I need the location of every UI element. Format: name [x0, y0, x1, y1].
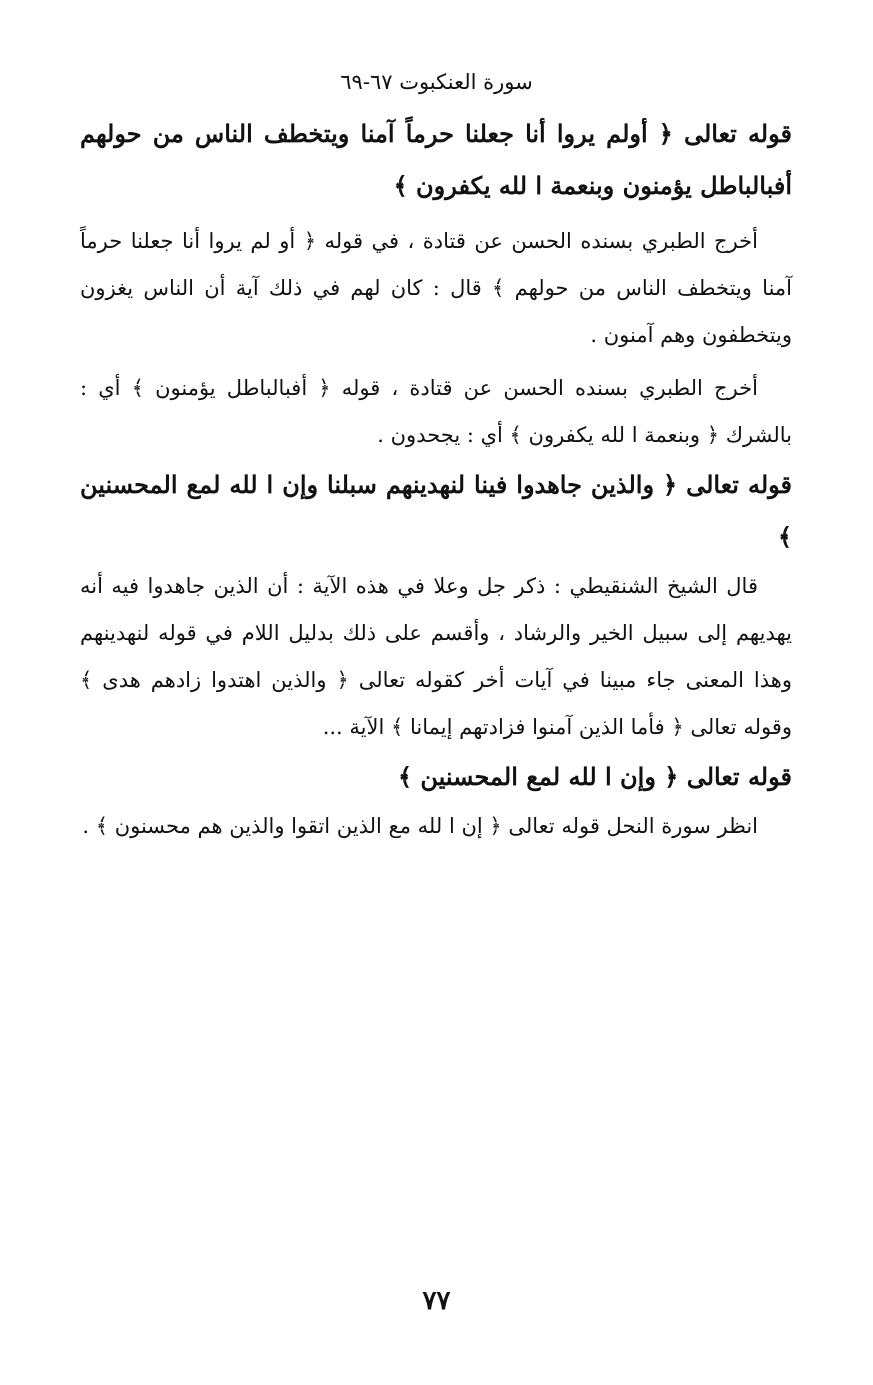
- commentary-paragraph: قال الشيخ الشنقيطي : ذكر جل وعلا في هذه الآية : أن الذين جاهدوا فيه أنه يهديهم إلى سبيل الخير والرشاد ، وأقسم على ذلك بدليل اللام في قوله لنهدينهم وهذا المعنى جاء مبينا في آيات أخر كقوله تعالى ﴿ والذين اهتدوا زادهم هدى ﴾ وقوله تعالى ﴿ فأما الذين آمنوا فزادتهم إيمانا ﴾ الآية ...: [80, 574, 792, 739]
- page-body: [80, 108, 792, 850]
- running-header: سورة العنكبوت ٦٧-٦٩: [340, 70, 533, 94]
- verse-heading: قوله تعالى ﴿ وإن ا لله لمع المحسنين ﴾: [397, 762, 792, 791]
- page-number: ٧٧: [422, 1286, 451, 1316]
- verse-heading: قوله تعالى ﴿ أولم يروا أنا جعلنا حرماً آمنا ويتخطف الناس من حولهم أفبالباطل يؤمنون وبنعمة ا لله يكفرون ﴾: [80, 119, 792, 200]
- commentary-paragraph: انظر سورة النحل قوله تعالى ﴿ إن ا لله مع الذين اتقوا والذين هم محسنون ﴾ .: [82, 814, 758, 838]
- verse-heading: قوله تعالى ﴿ والذين جاهدوا فينا لنهدينهم سبلنا وإن ا لله لمع المحسنين ﴾: [80, 470, 792, 551]
- commentary-paragraph: أخرج الطبري بسنده الحسن عن قتادة ، قوله ﴿ أفبالباطل يؤمنون ﴾ أي : بالشرك ﴿ وبنعمة ا لله يكفرون ﴾ أي : يجحدون .: [80, 376, 792, 447]
- commentary-paragraph: أخرج الطبري بسنده الحسن عن قتادة ، في قوله ﴿ أو لم يروا أنا جعلنا حرماً آمنا ويتخطف الناس من حولهم ﴾ قال : كان لهم في ذلك آية أن الناس يغزون ويتخطفون وهم آمنون .: [80, 229, 792, 347]
